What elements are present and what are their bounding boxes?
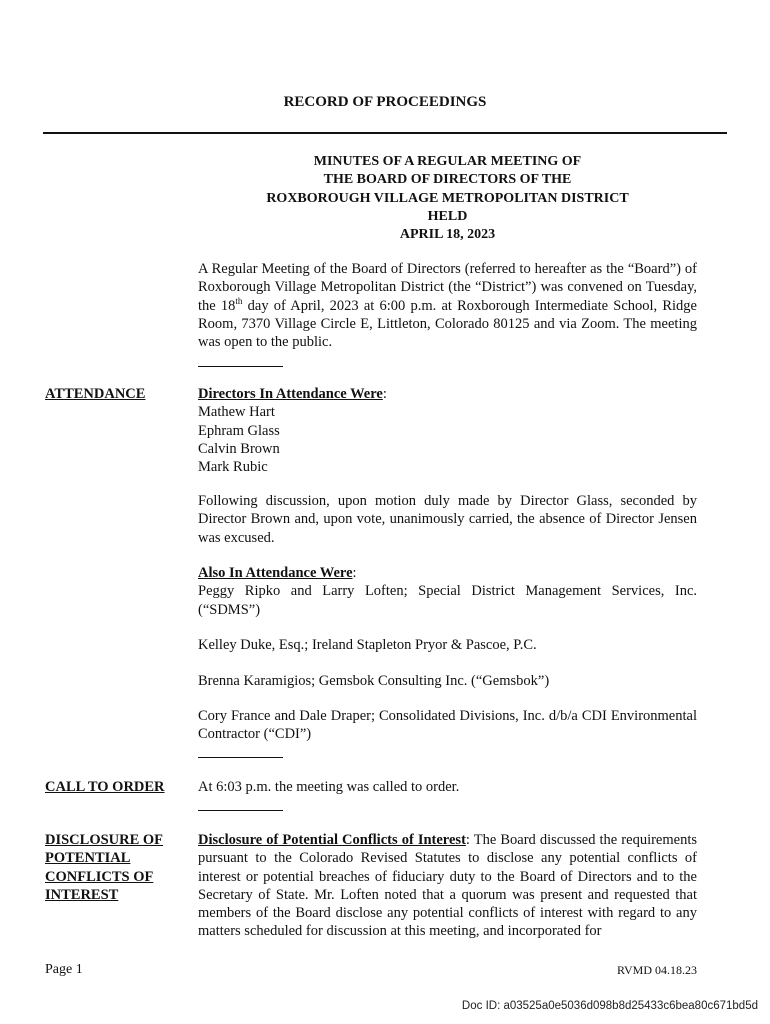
intro-text-a: A Regular Meeting of the Board of Directors (referred to hereafter as the “Board”) of Roxborough Village Metropolitan District (the “District”) was convened on Tuesday, the 18 (198, 261, 697, 314)
section-divider (198, 810, 283, 811)
director-name: Mark Rubic (198, 459, 268, 476)
director-name: Mathew Hart (198, 404, 275, 421)
motion-text: Following discussion, upon motion duly made by Director Glass, seconded by Director Brown and, upon vote, unanimously carried, the absence of Director Jensen was excused. (198, 493, 697, 546)
disclosure-paragraph (198, 831, 697, 941)
intro-ordinal-suffix: th (235, 295, 243, 306)
doc-id: Doc ID: a03525a0e5036d098b8d25433c6bea80c671bd5d (461, 1000, 758, 1012)
disclosure-label-line: DISCLOSURE OF (45, 832, 164, 848)
disclosure-label (45, 831, 185, 904)
also-colon: : (352, 565, 357, 581)
disclosure-label-line: CONFLICTS OF (45, 868, 154, 885)
call-to-order-text: At 6:03 p.m. the meeting was called to order. (198, 779, 460, 795)
intro-paragraph (198, 260, 697, 351)
director-name: Ephram Glass (198, 422, 280, 439)
attendee-entry: Brenna Karamigios; Gemsbok Consulting Inc. (“Gemsbok”) (198, 673, 550, 689)
disclosure-label-line: POTENTIAL (45, 850, 131, 867)
disclosure-heading: Disclosure of Potential Conflicts of Interest (198, 832, 466, 848)
attendance-label: ATTENDANCE (45, 386, 146, 402)
attendee-entry: Peggy Ripko and Larry Loften; Special District Management Services, Inc. (“SDMS”) (198, 583, 697, 618)
directors-colon: : (382, 386, 387, 402)
page-title: RECORD OF PROCEEDINGS (283, 94, 487, 110)
attendee-entry-4 (198, 707, 697, 744)
document-code: RVMD 04.18.23 (616, 963, 697, 977)
also-heading: Also In Attendance Were (198, 565, 353, 581)
heading-line-2: THE BOARD OF DIRECTORS OF THE (323, 172, 572, 188)
disclosure-text: : The Board discussed the requirements pursuant to the Colorado Revised Statutes to disclose any potential conflicts of interest or potential breaches of fiduciary duty to the Board of Directors and to the Secretary of State. Mr. Loften noted that a quorum was present and requested that members of the Board disclose any potential conflicts of interest with regard to any matters scheduled for discussion at this meeting, and incorporated for (198, 832, 697, 940)
attendance-section (198, 385, 697, 476)
attendee-entry-2 (198, 636, 697, 654)
attendee-entry-3 (198, 672, 697, 690)
disclosure-label-line: INTEREST (45, 886, 119, 903)
section-divider (198, 366, 283, 367)
title-divider (43, 132, 727, 134)
section-divider (198, 757, 283, 758)
heading-line-1: MINUTES OF A REGULAR MEETING OF (313, 154, 582, 169)
directors-heading: Directors In Attendance Were (198, 386, 383, 402)
heading-line-4: HELD (427, 208, 468, 224)
heading-line-3: ROXBOROUGH VILLAGE METROPOLITAN DISTRICT (266, 190, 629, 206)
heading-line-5: APRIL 18, 2023 (399, 227, 496, 243)
page-number: Page 1 (45, 962, 83, 977)
motion-paragraph (198, 492, 697, 547)
minutes-heading (200, 153, 695, 244)
also-attendance (198, 564, 697, 619)
attendee-entry: Kelley Duke, Esq.; Ireland Stapleton Pryor & Pascoe, P.C. (198, 637, 537, 653)
intro-text-b: day of April, 2023 at 6:00 p.m. at Roxborough Intermediate School, Ridge Room, 7370 Village Circle E, Littleton, Colorado 80125 and via Zoom. The meeting was open to the public. (198, 297, 697, 351)
director-name: Calvin Brown (198, 440, 280, 457)
attendee-entry: Cory France and Dale Draper; Consolidated Divisions, Inc. d/b/a CDI Environmental Contractor (“CDI”) (198, 708, 697, 743)
call-to-order-label: CALL TO ORDER (45, 779, 165, 795)
